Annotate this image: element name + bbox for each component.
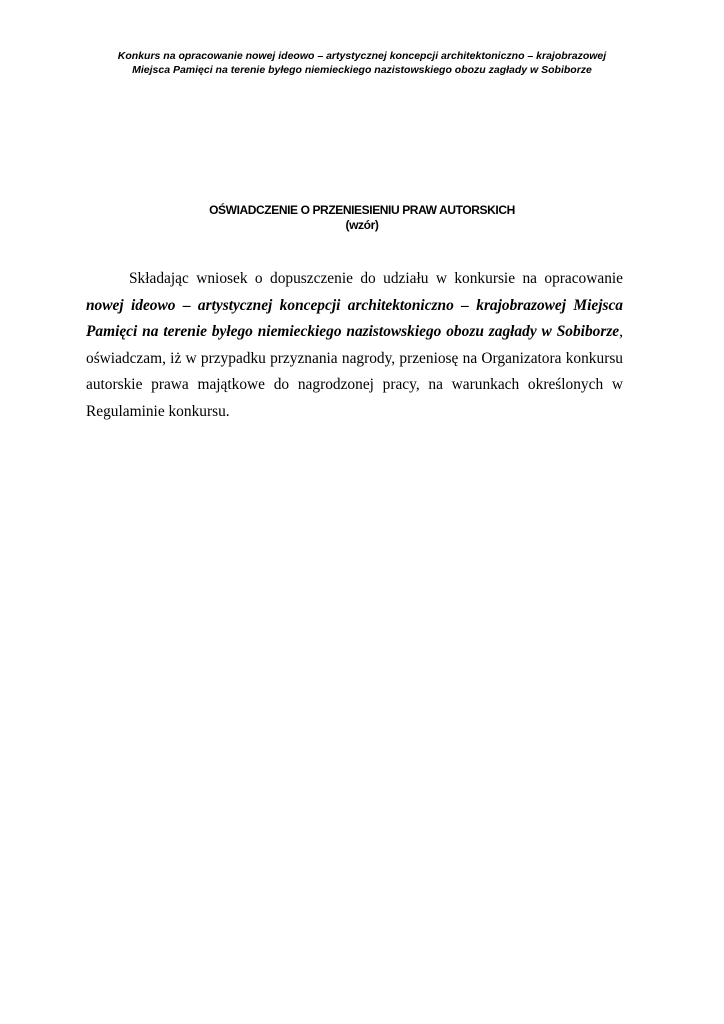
title-main: OŚWIADCZENIE O PRZENIESIENIU PRAW AUTORSKICH <box>209 203 515 217</box>
header-line-1: Konkurs na opracowanie nowej ideowo – artystycznej koncepcji architektoniczno – krajobrazowej <box>117 50 607 62</box>
statement-emphasis: nowej ideowo – artystycznej koncepcji architektoniczno – krajobrazowej Miejsca Pamięci na terenie byłego niemieckiego nazistowskiego obozu zagłady w Sobiborze <box>86 296 623 340</box>
statement-paragraph <box>86 266 623 425</box>
running-header <box>40 49 684 77</box>
title-sub: (wzór) <box>345 218 379 232</box>
statement-lead: Składając wniosek o dopuszczenie do udziału w konkursie na opracowanie <box>129 270 623 287</box>
document-title <box>40 203 684 233</box>
header-line-2: Miejsca Pamięci na terenie byłego niemieckiego nazistowskiego obozu zagłady w Sobiborze <box>132 64 592 76</box>
statement-tail: , oświadczam, iż w przypadku przyznania nagrody, przeniosę na Organizatora konkursu autorskie prawa majątkowe do nagrodzonej pracy, na warunkach określonych w Regulaminie konkursu. <box>86 323 623 420</box>
